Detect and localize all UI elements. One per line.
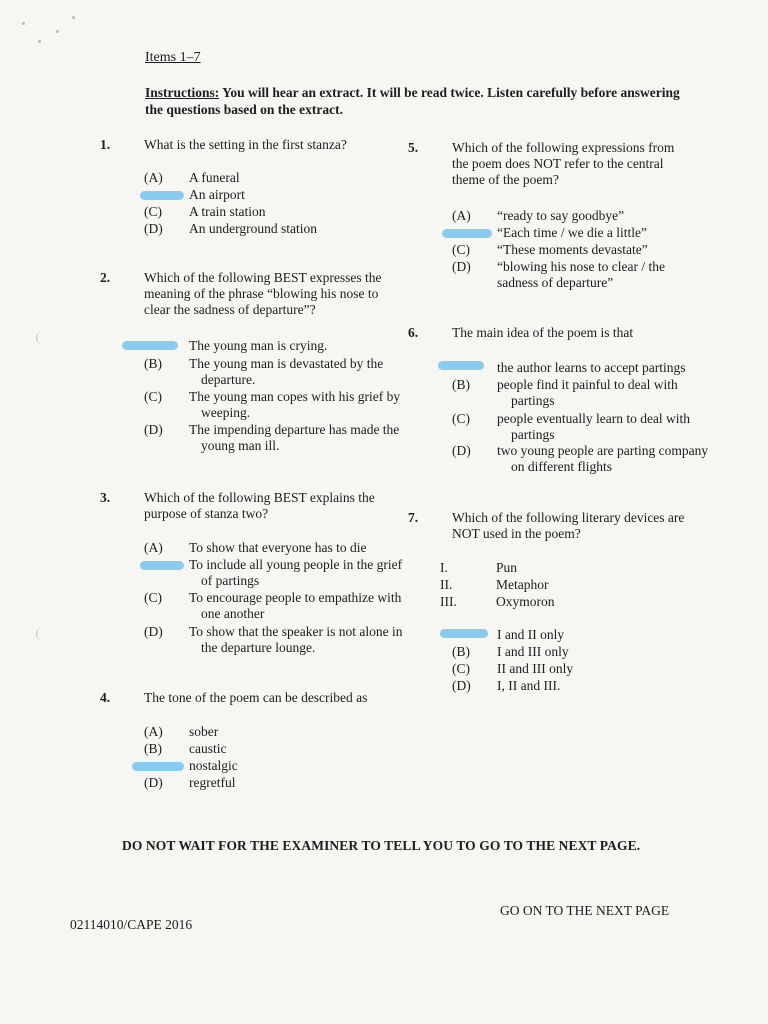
instructions-label: Instructions:: [145, 85, 220, 100]
option-text: nostalgic: [189, 758, 238, 773]
option-letter: (C): [452, 411, 470, 426]
question-number: 1.: [100, 137, 111, 152]
answer-highlight: [438, 361, 484, 370]
option-letter: (C): [144, 590, 162, 605]
answer-highlight: [132, 762, 184, 771]
option-text: The young man is crying.: [189, 338, 328, 353]
question-stem: Which of the following BEST expresses the meaning of the phrase “blowing his nose to clear the sadness of departure”?: [144, 270, 382, 317]
question-number: 2.: [100, 270, 111, 285]
option-text: To show that everyone has to die: [189, 540, 367, 555]
question-stem: The main idea of the poem is that: [452, 325, 634, 340]
roman-text: Metaphor: [496, 577, 549, 592]
instructions-text: You will hear an extract. It will be read twice. Listen carefully before answering the questions based on the extract.: [145, 85, 680, 117]
option-letter: (C): [452, 661, 470, 676]
answer-highlight: [440, 629, 488, 638]
question-number: 4.: [100, 690, 111, 705]
option-text: The impending departure has made the young man ill.: [189, 422, 400, 453]
question-stem: What is the setting in the first stanza?: [144, 137, 347, 152]
option-text: people find it painful to deal with partings: [497, 377, 678, 408]
option-letter: (A): [144, 724, 163, 739]
option-text: II and III only: [497, 661, 574, 676]
option-text: To include all young people in the grief of partings: [189, 557, 403, 588]
option-letter: (C): [452, 242, 470, 257]
option-text: I and II only: [497, 627, 565, 642]
exam-code: 02114010/CAPE 2016: [70, 917, 193, 932]
option-text: people eventually learn to deal with partings: [497, 411, 691, 442]
option-text: “Each time / we die a little”: [497, 225, 647, 240]
question-stem: Which of the following literary devices are NOT used in the poem?: [452, 510, 685, 541]
scan-speck: [56, 30, 59, 33]
option-text: caustic: [189, 741, 227, 756]
option-letter: (D): [452, 259, 471, 274]
option-letter: (D): [144, 221, 163, 236]
option-text: To show that the speaker is not alone in the departure lounge.: [189, 624, 403, 655]
roman-numeral: III.: [440, 594, 457, 609]
option-letter: (B): [452, 377, 470, 392]
option-text: The young man is devastated by the departure.: [189, 356, 384, 387]
option-text: “ready to say goodbye”: [497, 208, 625, 223]
question-stem: The tone of the poem can be described as: [144, 690, 368, 705]
option-letter: (D): [144, 422, 163, 437]
option-letter: (D): [452, 678, 471, 693]
option-text: The young man copes with his grief by weeping.: [189, 389, 401, 420]
option-text: I, II and III.: [497, 678, 561, 693]
scan-speck: [22, 22, 25, 25]
option-letter: (D): [144, 624, 163, 639]
option-letter: (C): [144, 204, 162, 219]
option-text: I and III only: [497, 644, 569, 659]
option-text: To encourage people to empathize with one another: [189, 590, 402, 621]
option-text: regretful: [189, 775, 236, 790]
option-text: A train station: [189, 204, 266, 219]
option-text: An airport: [189, 187, 245, 202]
continue-warning: DO NOT WAIT FOR THE EXAMINER TO TELL YOU TO GO TO THE NEXT PAGE.: [122, 838, 641, 853]
margin-mark: [36, 628, 47, 640]
option-text: An underground station: [189, 221, 317, 236]
answer-highlight: [140, 191, 184, 200]
roman-text: Pun: [496, 560, 518, 575]
option-letter: (D): [144, 775, 163, 790]
option-letter: (A): [144, 540, 163, 555]
margin-mark: [36, 332, 47, 344]
option-text: “These moments devastate”: [497, 242, 648, 257]
go-on-notice: GO ON TO THE NEXT PAGE: [500, 903, 670, 918]
option-text: the author learns to accept partings: [497, 360, 686, 375]
question-stem: Which of the following BEST explains the purpose of stanza two?: [144, 490, 375, 521]
option-text: A funeral: [189, 170, 240, 185]
option-letter: (C): [144, 389, 162, 404]
question-stem: Which of the following expressions from the poem does NOT refer to the central theme of the poem?: [452, 140, 675, 187]
option-letter: (A): [144, 170, 163, 185]
answer-highlight: [122, 341, 178, 350]
option-text: two young people are parting company on different flights: [497, 443, 709, 474]
option-letter: (D): [452, 443, 471, 458]
scan-speck: [72, 16, 75, 19]
roman-numeral: I.: [440, 560, 448, 575]
option-letter: (A): [452, 208, 471, 223]
page-heading: Items 1–7: [145, 50, 201, 65]
roman-numeral: II.: [440, 577, 453, 592]
option-text: sober: [189, 724, 219, 739]
option-letter: (B): [144, 741, 162, 756]
instructions: [145, 84, 693, 118]
answer-highlight: [442, 229, 492, 238]
answer-highlight: [140, 561, 184, 570]
roman-text: Oxymoron: [496, 594, 555, 609]
scan-speck: [38, 40, 41, 43]
question-number: 7.: [408, 510, 419, 525]
option-letter: (B): [452, 644, 470, 659]
question-number: 3.: [100, 490, 111, 505]
option-text: “blowing his nose to clear / the sadness of departure”: [497, 259, 665, 290]
question-number: 5.: [408, 140, 419, 155]
option-letter: (B): [144, 356, 162, 371]
question-number: 6.: [408, 325, 419, 340]
